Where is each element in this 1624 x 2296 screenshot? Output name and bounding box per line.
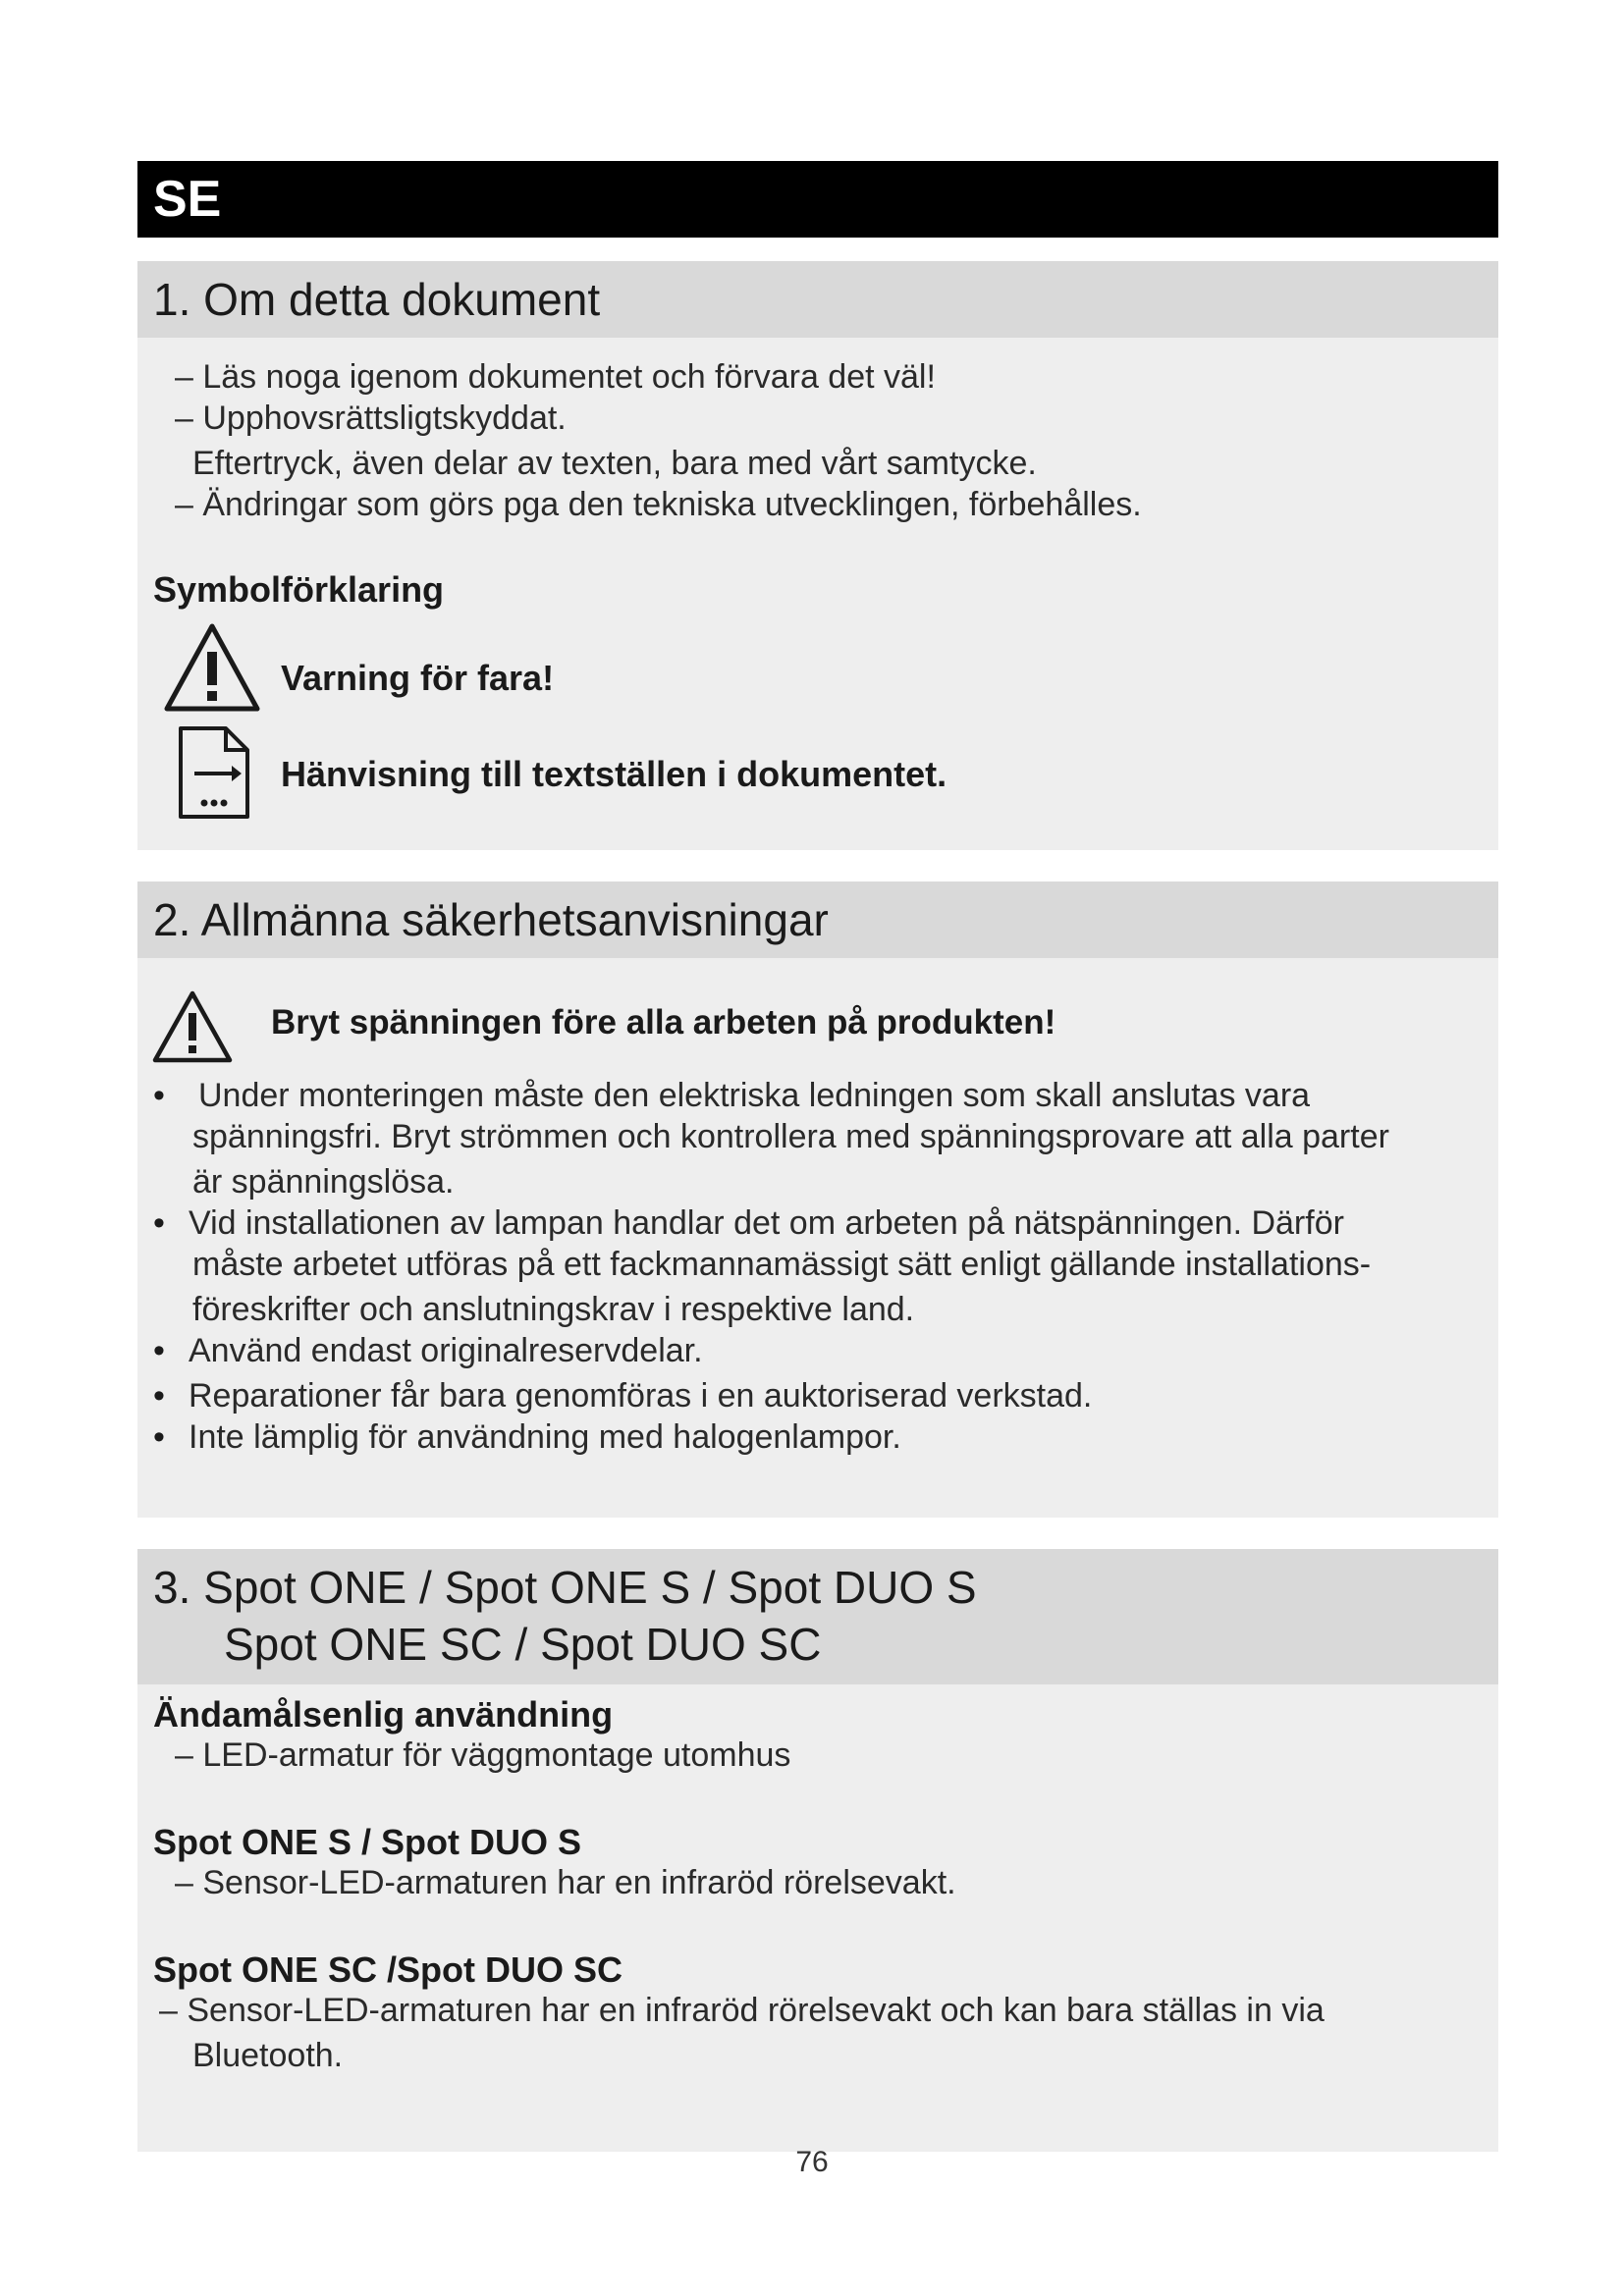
bullet-dot: •: [153, 1418, 165, 1456]
section-about-document: [137, 261, 1498, 850]
intended-use-heading: Ändamålsenlig användning: [153, 1694, 614, 1735]
safety-warning-text: Bryt spänningen före alla arbeten på produkten!: [271, 1003, 1056, 1041]
intro-line-3: Eftertryck, även delar av texten, bara med vårt samtycke.: [192, 445, 1037, 482]
section-3-title: [137, 1549, 1498, 1684]
symbol-heading: Symbolförklaring: [153, 569, 445, 610]
spot-s-line: – Sensor-LED-armaturen har en infraröd rörelsevakt.: [175, 1864, 956, 1901]
spot-sc-line-1: – Sensor-LED-armaturen har en infraröd rörelsevakt och kan bara ställas in via: [159, 1992, 1325, 2029]
bullet-1-line-3: är spänningslösa.: [192, 1163, 455, 1201]
symbol-warning-text: Varning för fara!: [281, 658, 555, 698]
page-number: 76: [795, 2146, 829, 2178]
bullet-3-line-1: Använd endast originalreservdelar.: [189, 1332, 703, 1369]
intended-use-line: – LED-armatur för väggmontage utomhus: [175, 1736, 791, 1774]
section-1-title: 1. Om detta dokument: [137, 261, 1498, 338]
bullet-1-line-2: spänningsfri. Bryt strömmen och kontrollera med spänningsprovare att alla parter: [192, 1118, 1389, 1155]
spot-sc-heading: Spot ONE SC /Spot DUO SC: [153, 1949, 623, 1990]
bullet-dot: •: [153, 1077, 165, 1114]
section-3-title-line-1: 3. Spot ONE / Spot ONE S / Spot DUO S: [153, 1562, 977, 1613]
language-tag: SE: [153, 171, 222, 228]
spot-s-heading: Spot ONE S / Spot DUO S: [153, 1822, 582, 1862]
warning-triangle-icon: [163, 622, 261, 715]
symbol-reference-text: Hänvisning till textställen i dokumentet.: [281, 754, 947, 794]
language-tag-bar: [137, 161, 1498, 238]
section-safety-instructions: [137, 881, 1498, 1518]
document-reference-icon: [177, 724, 251, 821]
bullet-dot: •: [153, 1204, 165, 1242]
bullet-4-line-1: Reparationer får bara genomföras i en auktoriserad verkstad.: [189, 1377, 1093, 1415]
section-3-title-line-2: Spot ONE SC / Spot DUO SC: [224, 1619, 822, 1670]
bullet-dot: •: [153, 1377, 165, 1415]
spot-sc-line-2: Bluetooth.: [192, 2037, 344, 2074]
section-product-spot: [137, 1549, 1498, 2152]
intro-line-1: – Läs noga igenom dokumentet och förvara det väl!: [175, 358, 936, 396]
bullet-1-line-1: Under monteringen måste den elektriska ledningen som skall anslutas vara: [198, 1077, 1311, 1114]
bullet-2-line-3: föreskrifter och anslutningskrav i respektive land.: [192, 1291, 915, 1328]
warning-triangle-icon: [151, 989, 234, 1066]
intro-line-2: – Upphovsrättsligtskyddat.: [175, 400, 567, 437]
bullet-dot: •: [153, 1332, 165, 1369]
bullet-2-line-2: måste arbetet utföras på ett fackmannamässigt sätt enligt gällande installations-: [192, 1246, 1372, 1283]
section-2-title: 2. Allmänna säkerhetsanvisningar: [137, 881, 1498, 958]
bullet-2-line-1: Vid installationen av lampan handlar det om arbeten på nätspänningen. Därför: [189, 1204, 1344, 1242]
intro-line-4: – Ändringar som görs pga den tekniska utvecklingen, förbehålles.: [175, 486, 1142, 523]
bullet-5-line-1: Inte lämplig för användning med halogenlampor.: [189, 1418, 901, 1456]
